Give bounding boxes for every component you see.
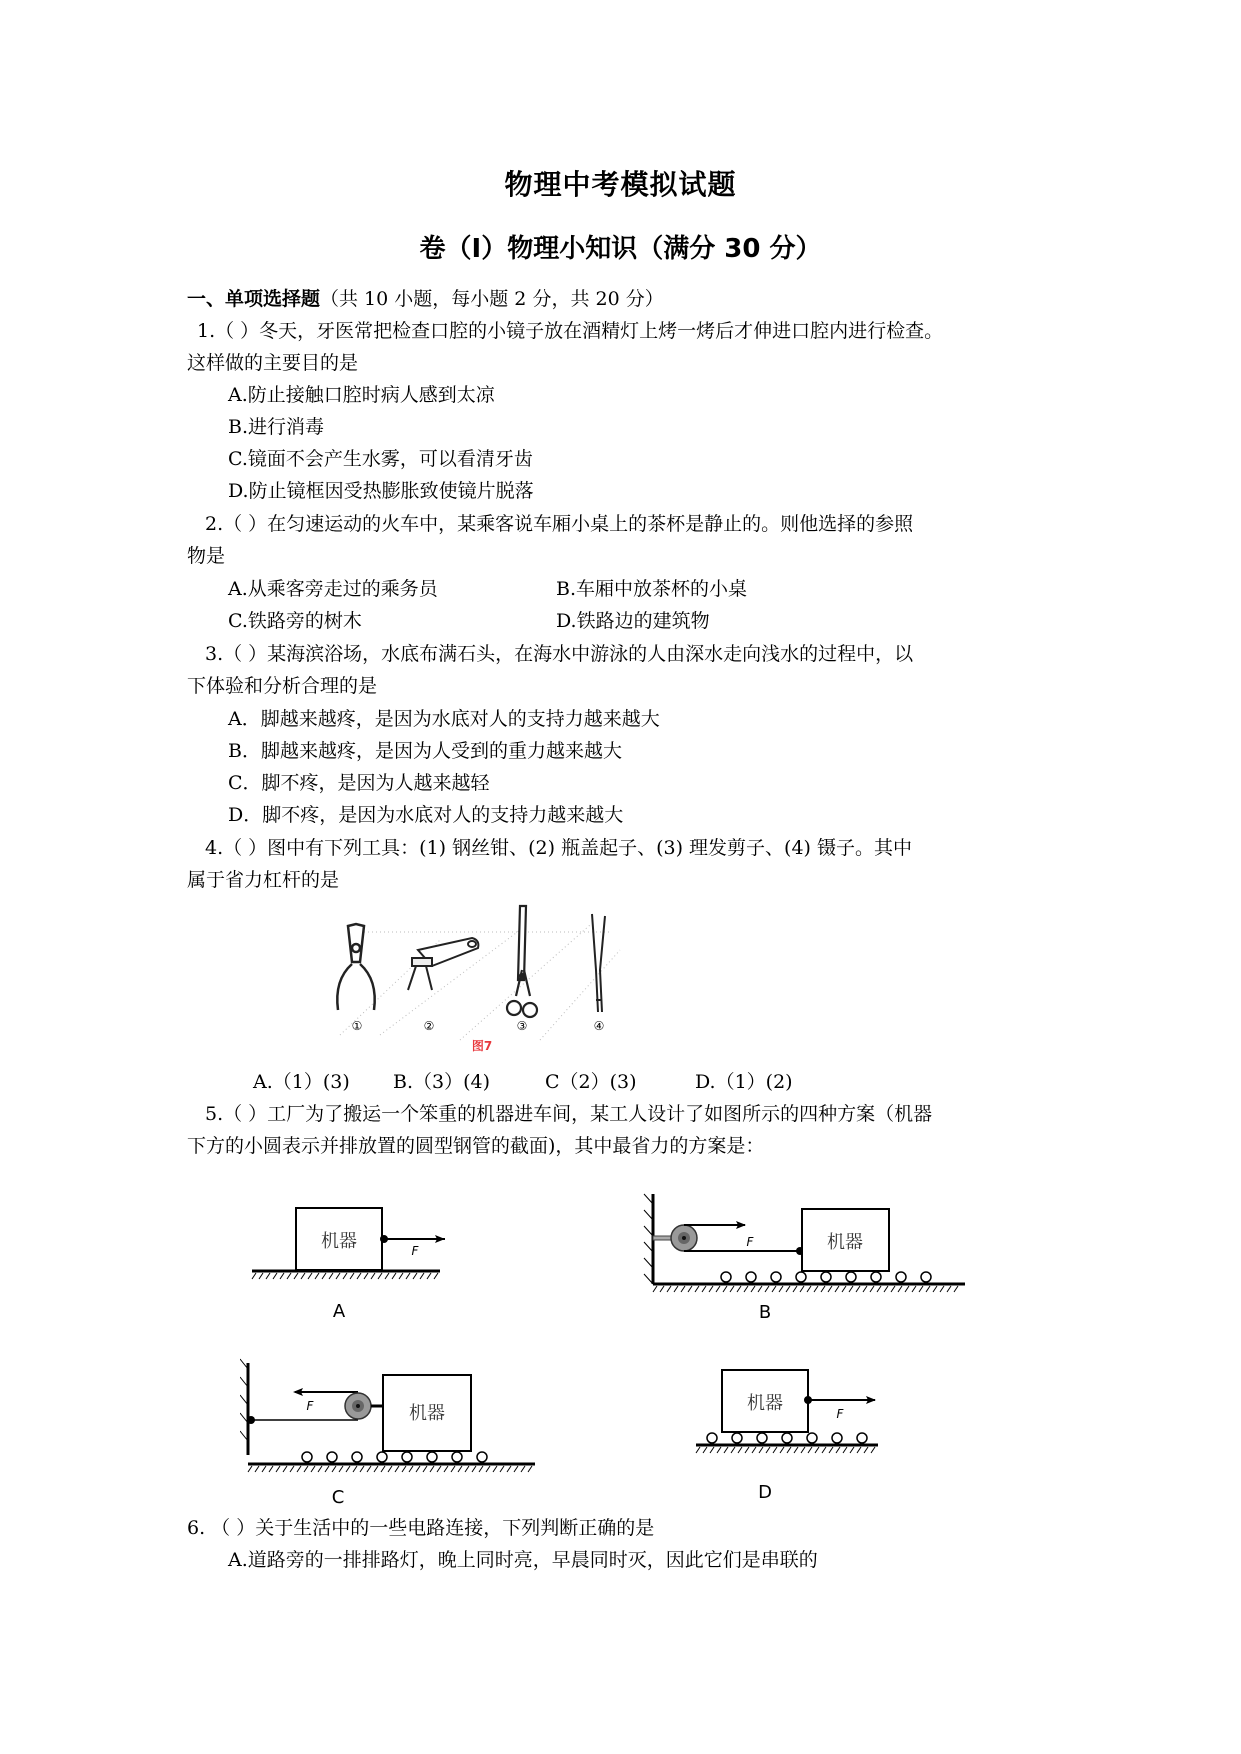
hatch-mark (800, 1286, 804, 1292)
scissors-icon (507, 906, 537, 1017)
tool-label-3: ③ (516, 1019, 528, 1033)
question-1-stem: 1.（ ）冬天，牙医常把检查口腔的小镜子放在酒精灯上烤一烤后才伸进口腔内进行检查。 (197, 320, 944, 342)
hatch-mark (343, 1273, 347, 1279)
hatch-mark (364, 1273, 368, 1279)
hatch-mark (877, 1286, 881, 1292)
tool-label-2: ② (423, 1019, 435, 1033)
question-6-stem: 6. （ ）关于生活中的一些电路连接，下列判断正确的是 (187, 1517, 655, 1539)
question-2-stem-cont: 物是 (187, 545, 226, 567)
hatch-mark (332, 1466, 336, 1472)
roller-row (721, 1272, 931, 1282)
hatch-mark (871, 1447, 875, 1453)
hatch-mark (779, 1286, 783, 1292)
force-label: F (746, 1235, 754, 1249)
hatch-mark (325, 1466, 329, 1472)
hatch-mark (304, 1466, 308, 1472)
hatch-mark (259, 1273, 263, 1279)
hatch-mark (787, 1447, 791, 1453)
hatch-mark (374, 1466, 378, 1472)
steel-pipe-roller (302, 1452, 312, 1462)
hatch-mark (399, 1273, 403, 1279)
ground-hatch (248, 1466, 532, 1472)
question-1-option-a: A.防止接触口腔时病人感到太凉 (228, 384, 495, 406)
hatch-mark (444, 1466, 448, 1472)
hatch-mark (308, 1273, 312, 1279)
hatch-mark (835, 1286, 839, 1292)
hatch-mark (898, 1286, 902, 1292)
hatch-mark (357, 1273, 361, 1279)
question-3-option-c: C．脚不疼，是因为人越来越轻 (228, 772, 490, 794)
hatch-mark (346, 1466, 350, 1472)
hatch-mark (280, 1273, 284, 1279)
section-title: 一、单项选择题 (187, 288, 321, 310)
hatch-mark (521, 1466, 525, 1472)
hatch-mark (273, 1273, 277, 1279)
pliers-icon (337, 924, 374, 1010)
question-4-option-b: B.（3）(4) (393, 1071, 491, 1093)
hatch-mark (933, 1286, 937, 1292)
hatch-mark (266, 1273, 270, 1279)
hatch-mark (427, 1273, 431, 1279)
steel-pipe-roller (857, 1433, 867, 1443)
hatch-mark (828, 1286, 832, 1292)
diagram-b (640, 1180, 970, 1320)
machine-label: 机器 (321, 1231, 357, 1252)
hatch-mark (717, 1447, 721, 1453)
hatch-mark (772, 1286, 776, 1292)
machine-label: 机器 (827, 1232, 863, 1253)
hatch-mark (262, 1466, 266, 1472)
hatch-mark (360, 1466, 364, 1472)
hatch-mark (940, 1286, 944, 1292)
steel-pipe-roller (771, 1272, 781, 1282)
force-label: F (836, 1407, 844, 1421)
hatch-mark (696, 1447, 700, 1453)
hatch-mark (409, 1466, 413, 1472)
hatch-mark (765, 1286, 769, 1292)
hatch-mark (744, 1286, 748, 1292)
hatch-mark (430, 1466, 434, 1472)
steel-pipe-roller (427, 1452, 437, 1462)
diagram-label-c: C (331, 1487, 345, 1505)
question-3-stem: 3.（ ）某海滨浴场，水底布满石头，在海水中游泳的人由深水走向浅水的过程中，以 (205, 643, 914, 665)
hatch-mark (919, 1286, 923, 1292)
hatch-mark (329, 1273, 333, 1279)
hatch-mark (954, 1286, 958, 1292)
hatch-mark (780, 1447, 784, 1453)
steel-pipe-roller (821, 1272, 831, 1282)
hatch-mark (381, 1466, 385, 1472)
steel-pipe-roller (721, 1272, 731, 1282)
question-2-option-a: A.从乘客旁走过的乘务员 (228, 578, 438, 600)
steel-pipe-roller (757, 1433, 767, 1443)
roller-row (302, 1452, 487, 1462)
hatch-mark (829, 1447, 833, 1453)
steel-pipe-roller (846, 1272, 856, 1282)
hatch-mark (731, 1447, 735, 1453)
steel-pipe-roller (327, 1452, 337, 1462)
question-2-option-d: D.铁路边的建筑物 (556, 610, 710, 632)
hatch-mark (500, 1466, 504, 1472)
hatch-mark (716, 1286, 720, 1292)
question-4-option-d: D.（1）(2) (695, 1071, 793, 1093)
hatch-mark (451, 1466, 455, 1472)
question-3-option-d: D．脚不疼，是因为水底对人的支持力越来越大 (228, 804, 624, 826)
hatch-mark (773, 1447, 777, 1453)
hatch-mark (905, 1286, 909, 1292)
hatch-mark (339, 1466, 343, 1472)
question-2-option-c: C.铁路旁的树木 (228, 610, 362, 632)
question-5-stem-cont: 下方的小圆表示并排放置的圆型钢管的截面)，其中最省力的方案是： (187, 1135, 765, 1157)
hatch-mark (660, 1286, 664, 1292)
hatch-mark (849, 1286, 853, 1292)
steel-pipe-roller (732, 1433, 742, 1443)
hatch-mark (815, 1447, 819, 1453)
hatch-mark (793, 1286, 797, 1292)
hatch-mark (674, 1286, 678, 1292)
question-2-stem: 2.（ ）在匀速运动的火车中，某乘客说车厢小桌上的茶杯是静止的。则他选择的参照 (205, 513, 914, 535)
hatch-mark (294, 1273, 298, 1279)
steel-pipe-roller (746, 1272, 756, 1282)
hatch-mark (738, 1447, 742, 1453)
hatch-mark (751, 1286, 755, 1292)
ground-hatch (252, 1273, 438, 1279)
diagram-label-a: A (332, 1301, 346, 1320)
hatch-mark (836, 1447, 840, 1453)
hatch-mark (822, 1447, 826, 1453)
hatch-mark (864, 1447, 868, 1453)
hatch-mark (252, 1273, 256, 1279)
hatch-mark (786, 1286, 790, 1292)
diagram-c (240, 1355, 540, 1505)
question-5-stem: 5.（ ）工厂为了搬运一个笨重的机器进车间，某工人设计了如图所示的四种方案（机器 (205, 1103, 933, 1125)
question-3-option-a: A．脚越来越疼，是因为水底对人的支持力越来越大 (228, 708, 660, 730)
hatch-mark (420, 1273, 424, 1279)
hatch-mark (808, 1447, 812, 1453)
hatch-mark (336, 1273, 340, 1279)
pulley-axle (653, 1236, 673, 1240)
hatch-mark (437, 1466, 441, 1472)
hatch-mark (311, 1466, 315, 1472)
hatch-mark (912, 1286, 916, 1292)
hatch-mark (870, 1286, 874, 1292)
tweezers-icon (592, 914, 605, 1012)
ground-hatch (696, 1447, 875, 1453)
question-4-stem-cont: 属于省力杠杆的是 (187, 869, 340, 891)
hatch-mark (842, 1286, 846, 1292)
question-3-stem-cont: 下体验和分析合理的是 (187, 675, 378, 697)
steel-pipe-roller (832, 1433, 842, 1443)
force-label: F (411, 1244, 419, 1258)
hatch-mark (353, 1466, 357, 1472)
hatch-mark (766, 1447, 770, 1453)
steel-pipe-roller (896, 1272, 906, 1282)
hatch-mark (730, 1286, 734, 1292)
question-2-option-b: B.车厢中放茶杯的小桌 (556, 578, 748, 600)
hatch-mark (434, 1273, 438, 1279)
section-note: （共 10 小题，每小题 2 分，共 20 分） (320, 288, 664, 310)
hatch-mark (406, 1273, 410, 1279)
steel-pipe-roller (402, 1452, 412, 1462)
hatch-mark (322, 1273, 326, 1279)
figure-shading (340, 925, 620, 1040)
hatch-mark (843, 1447, 847, 1453)
question-6-option-a: A.道路旁的一排排路灯，晚上同时亮，早晨同时灭，因此它们是串联的 (228, 1549, 818, 1571)
hatch-mark (297, 1466, 301, 1472)
bottle-opener-icon (408, 938, 478, 990)
question-1-stem-cont: 这样做的主要目的是 (187, 352, 359, 374)
hatch-mark (695, 1286, 699, 1292)
hatch-mark (402, 1466, 406, 1472)
hatch-mark (681, 1286, 685, 1292)
hatch-mark (857, 1447, 861, 1453)
hatch-mark (667, 1286, 671, 1292)
hatch-mark (891, 1286, 895, 1292)
diagram-a (240, 1195, 470, 1320)
hatch-mark (269, 1466, 273, 1472)
hatch-mark (283, 1466, 287, 1472)
page-title: 物理中考模拟试题 (504, 168, 737, 201)
ground-hatch (653, 1286, 958, 1292)
figure-caption: 图7 (471, 1039, 493, 1053)
hatch-mark (724, 1447, 728, 1453)
hatch-mark (287, 1273, 291, 1279)
hatch-mark (514, 1466, 518, 1472)
hatch-mark (371, 1273, 375, 1279)
hatch-mark (850, 1447, 854, 1453)
hatch-mark (821, 1286, 825, 1292)
steel-pipe-roller (352, 1452, 362, 1462)
pulley-icon (345, 1393, 371, 1419)
hatch-mark (688, 1286, 692, 1292)
question-1-option-c: C.镜面不会产生水雾，可以看清牙齿 (228, 448, 533, 470)
hatch-mark (367, 1466, 371, 1472)
steel-pipe-roller (796, 1272, 806, 1282)
hatch-mark (378, 1273, 382, 1279)
hatch-mark (752, 1447, 756, 1453)
hatch-mark (465, 1466, 469, 1472)
hatch-mark (318, 1466, 322, 1472)
hatch-mark (385, 1273, 389, 1279)
hatch-mark (458, 1466, 462, 1472)
tool-label-4: ④ (593, 1019, 605, 1033)
hatch-mark (493, 1466, 497, 1472)
hatch-mark (807, 1286, 811, 1292)
hatch-mark (248, 1466, 252, 1472)
steel-pipe-roller (807, 1433, 817, 1443)
hatch-mark (702, 1286, 706, 1292)
hatch-mark (926, 1286, 930, 1292)
question-4-stem: 4.（ ）图中有下列工具：(1) 钢丝钳、(2) 瓶盖起子、(3) 理发剪子、(4) 镊子。其中 (205, 837, 912, 859)
hatch-mark (737, 1286, 741, 1292)
question-3-option-b: B．脚越来越疼，是因为人受到的重力越来越大 (228, 740, 622, 762)
hatch-mark (423, 1466, 427, 1472)
steel-pipe-roller (477, 1452, 487, 1462)
hatch-mark (479, 1466, 483, 1472)
diagram-d (680, 1360, 900, 1505)
steel-pipe-roller (782, 1433, 792, 1443)
hatch-mark (801, 1447, 805, 1453)
hatch-mark (392, 1273, 396, 1279)
diagram-label-b: B (758, 1302, 772, 1320)
machine-label: 机器 (747, 1393, 783, 1414)
question-1-option-d: D.防止镜框因受热膨胀致使镜片脱落 (228, 480, 534, 502)
machine-label: 机器 (409, 1403, 445, 1424)
hatch-mark (315, 1273, 319, 1279)
hatch-mark (388, 1466, 392, 1472)
steel-pipe-roller (707, 1433, 717, 1443)
hatch-mark (758, 1286, 762, 1292)
hatch-mark (745, 1447, 749, 1453)
hatch-mark (814, 1286, 818, 1292)
hatch-mark (884, 1286, 888, 1292)
steel-pipe-roller (921, 1272, 931, 1282)
diagram-label-d: D (758, 1482, 772, 1503)
hatch-mark (486, 1466, 490, 1472)
steel-pipe-roller (377, 1452, 387, 1462)
tools-figure (320, 900, 640, 1060)
hatch-mark (255, 1466, 259, 1472)
hatch-mark (290, 1466, 294, 1472)
hatch-mark (794, 1447, 798, 1453)
steel-pipe-roller (871, 1272, 881, 1282)
hatch-mark (507, 1466, 511, 1472)
paper-subtitle: 卷（Ⅰ）物理小知识（满分 30 分） (419, 234, 822, 264)
question-4-option-a: A.（1）(3) (253, 1071, 350, 1093)
hatch-mark (653, 1286, 657, 1292)
force-label: F (306, 1399, 314, 1413)
hatch-mark (350, 1273, 354, 1279)
hatch-mark (723, 1286, 727, 1292)
hatch-mark (413, 1273, 417, 1279)
question-1-option-b: B.进行消毒 (228, 416, 325, 438)
hatch-mark (710, 1447, 714, 1453)
hatch-mark (395, 1466, 399, 1472)
hatch-mark (472, 1466, 476, 1472)
hatch-mark (759, 1447, 763, 1453)
question-4-option-c: C（2）(3) (545, 1071, 637, 1093)
hatch-mark (947, 1286, 951, 1292)
steel-pipe-roller (452, 1452, 462, 1462)
hatch-mark (709, 1286, 713, 1292)
hatch-mark (856, 1286, 860, 1292)
tool-label-1: ① (351, 1019, 363, 1033)
hatch-mark (276, 1466, 280, 1472)
section-heading (187, 284, 664, 311)
hatch-mark (863, 1286, 867, 1292)
pulley-icon (671, 1225, 697, 1251)
hatch-mark (703, 1447, 707, 1453)
hatch-mark (301, 1273, 305, 1279)
roller-row (707, 1433, 867, 1443)
hatch-mark (416, 1466, 420, 1472)
hatch-mark (528, 1466, 532, 1472)
